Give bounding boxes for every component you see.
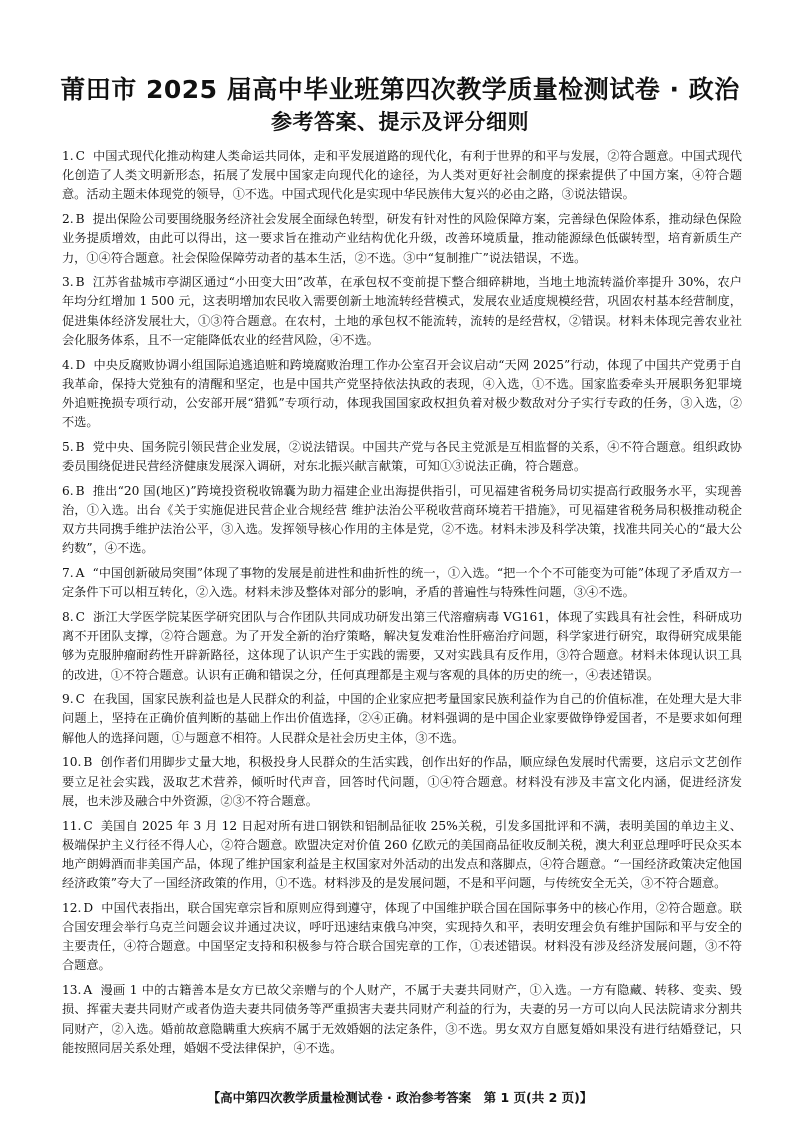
answer-choice: A (75, 566, 85, 581)
question-number: 1. (62, 149, 74, 163)
answer-list (62, 147, 742, 1063)
question-number: 6. (62, 483, 74, 498)
question-number: 8. (62, 609, 74, 624)
answer-item (62, 438, 742, 476)
answer-explanation: 浙江大学医学院某医学研究团队与合作团队共同成功研发出第三代溶瘤病毒 VG161，体现了实践具有社会性，科研成功离不开团队支撑，②符合题意。为了开发全新的治疗策略，解决复发难治性肝癌治疗问题，科学家进行研究，取得研究成果能够为克服肿瘤耐药性开辟新路径，这体现了认识产生于实践的需要，又对实践具有反作用，③符合题意。材料未体现认识工具的改进，①不符合题意。认识有正确和错误之分，任何真理都是主观与客观的具体的历史的统一，④表述错误。 (62, 609, 742, 682)
question-number: 12. (62, 900, 82, 915)
answer-explanation: 推出“20 国(地区)”跨境投资税收锦囊为助力福建企业出海提供指引，可见福建省税务局切实提高行政服务水平，实现善治，①入选。出台《关于实施促进民营企业合规经营 维护法治公平税收营商环境若干措施》，可见福建省税务局积极推动税企双方共同携手维护法治公平，③入选。发挥领导核心作用的主体是党，②不选。材料未涉及科学决策，找准共同关心的“最大公约数”，④不选。 (62, 483, 742, 556)
page-title: 莆田市 2025 届高中毕业班第四次教学质量检测试卷 · 政治 (60, 75, 740, 104)
answer-explanation: 提出保险公司要围绕服务经济社会发展全面绿色转型，研发有针对性的风险保障方案，完善绿色保险体系，推动绿色保险业务提质增效，由此可以得出，这一要求旨在推动产业结构优化升级，改善环境质量，推动能源绿色低碳转型，培育新质生产力，①④符合题意。社会保险保障劳动者的基本生活，②不选。③中“复制推广”说法错误，不选。 (62, 212, 742, 265)
answer-item (62, 210, 742, 268)
question-number: 11. (62, 818, 82, 833)
answer-choice: B (75, 275, 85, 290)
answer-choice: B (75, 439, 85, 454)
answer-choice: D (75, 357, 86, 372)
answer-item (62, 273, 742, 350)
answer-explanation: “中国创新破局突围”体现了事物的发展是前进性和曲折性的统一，①入选。“把一个个不可能变为可能”体现了矛盾双方一定条件下可以相互转化，②入选。材料未涉及整体对部分的影响，矛盾的普遍性与特殊性问题，③④不选。 (62, 566, 742, 600)
answer-item (62, 147, 742, 205)
answer-item (62, 690, 742, 748)
question-number: 4. (62, 357, 74, 372)
answer-choice: D (83, 900, 94, 915)
answer-choice: B (75, 212, 85, 227)
answer-choice: C (83, 818, 93, 833)
answer-explanation: 党中央、国务院引领民营企业发展，②说法错误。中国共产党与各民主党派是互相监督的关系，④不符合题意。组织政协委员围绕促进民营经济健康发展深入调研，对东北振兴献言献策，可知①③说法正确，符合题意。 (62, 439, 742, 474)
answer-choice: B (83, 755, 93, 770)
question-number: 7. (62, 566, 74, 581)
answer-explanation: 江苏省盐城市亭湖区通过“小田变大田”改革，在承包权不变前提下整合细碎耕地，当地土地流转溢价率提升 30%，农户年均分红增加 1 500 元，这表明增加农民收入需要创新土地流转经营模式，发展农业适度规模经营，巩固农村基本经营制度，促进集体经济发展壮大，①③符合题意。在农村，土地的承包权不能流转，流转的是经营权，②错误。材料未体现完善农业社会化服务体系，且不一定能降低农业的经营风险，④不选。 (62, 275, 742, 347)
answer-explanation: 中国式现代化推动构建人类命运共同体，走和平发展道路的现代化，有利于世界的和平与发展，②符合题意。中国式现代化创造了人类文明新形态，拓展了发展中国家走向现代化的途径，为人类对更好社会制度的探索提供了中国方案，④符合题意。活动主题未体现党的领导，①不选。中国式现代化是实现中华民族伟大复兴的必由之路，③说法错误。 (62, 149, 742, 202)
answer-explanation: 中国代表指出，联合国宪章宗旨和原则应得到遵守，体现了中国维护联合国在国际事务中的核心作用，②符合题意。联合国安理会举行乌克兰问题会议并通过决议，呼吁迅速结束俄乌冲突，实现持久和平，表明安理会负有维护国际和平与安全的主要责任，④符合题意。中国坚定支持和积极参与符合联合国宪章的工作，①表述错误。材料没有涉及经济发展问题，③不符合题意。 (62, 900, 742, 973)
answer-explanation: 漫画 1 中的古籍善本是女方已故父亲赠与的个人财产，不属于夫妻共同财产，①入选。一方有隐藏、转移、变卖、毁损、挥霍夫妻共同财产或者伪造夫妻共同债务等严重损害夫妻共同财产利益的行为，夫妻的另一方可以向人民法院请求分割共同财产，②入选。婚前故意隐瞒重大疾病不属于无效婚姻的法定条件，③不选。男女双方自愿复婚如果没有进行结婚登记，只能按照同居关系处理，婚姻不受法律保护，④不选。 (62, 983, 742, 1055)
answer-item (62, 899, 742, 976)
answer-choice: C (75, 692, 85, 707)
question-number: 10. (62, 755, 82, 770)
answer-explanation: 创作者们用脚步丈量大地，积极投身人民群众的生活实践，创作出好的作品，顺应绿色发展时代需要，这启示文艺创作要立足社会实践，汲取艺术营养，倾听时代声音，回答时代问题，①④符合题意。材料没有涉及丰富文化内涵，促进经济发展，也未涉及融合中外资源，②③不符合题意。 (62, 755, 742, 808)
answer-item (62, 753, 742, 811)
answer-choice: C (75, 609, 85, 624)
answer-explanation: 在我国，国家民族利益也是人民群众的利益，中国的企业家应把考量国家民族利益作为自己的价值标准，在处理大是大非问题上，坚持在正确价值判断的基础上作出价值选择，②④正确。材料强调的是中国企业家要做铮铮爱国者，不是要求如何理解他人的选择问题，①与题意不相符。人民群众是社会历史主体，③不选。 (62, 692, 742, 745)
question-number: 5. (62, 439, 74, 454)
question-number: 13. (62, 983, 82, 998)
answer-explanation: 美国自 2025 年 3 月 12 日起对所有进口钢铁和铝制品征收 25%关税，引发多国批评和不满，表明美国的单边主义、极端保护主义行径不得人心，②符合题意。欧盟决定对价值 260 亿欧元的美国商品征收反制关税，澳大利亚总理呼吁民众买本地产朗姆酒而非美国产品，体现了维护国家利益是主权国家对外活动的出发点和落脚点，④符合题意。“一国经济政策决定他国经济政策”夸大了一国经济政策的作用，①不选。材料涉及的是发展问题，不是和平问题，与传统安全无关，③不符合题意。 (62, 818, 742, 891)
question-number: 9. (62, 692, 74, 707)
answer-item (62, 482, 742, 559)
answer-item (62, 356, 742, 433)
answer-item (62, 817, 742, 894)
answer-item (62, 981, 742, 1058)
page-subtitle: 参考答案、提示及评分细则 (271, 110, 529, 134)
question-number: 3. (62, 275, 74, 290)
answer-item (62, 608, 742, 685)
answer-choice: B (75, 483, 85, 498)
answer-choice: A (83, 983, 93, 998)
question-number: 2. (62, 212, 74, 227)
answer-item (62, 564, 742, 602)
answer-explanation: 中央反腐败协调小组国际追逃追赃和跨境腐败治理工作办公室召开会议启动“天网 2025”行动，体现了中国共产党勇于自我革命，保持大党独有的清醒和坚定，也是中国共产党坚持依法执政的表现，④入选，①不选。国家监委牵头开展职务犯罪境外追赃挽损专项行动，公安部开展“猎狐”专项行动，体现我国国家政权担负着对极少数敌对分子实行专政的任务，③入选，②不选。 (62, 357, 742, 430)
page-footer: 【高中第四次教学质量检测试卷 · 政治参考答案 第 1 页(共 2 页)】 (207, 1090, 593, 1105)
answer-choice: C (75, 149, 85, 163)
